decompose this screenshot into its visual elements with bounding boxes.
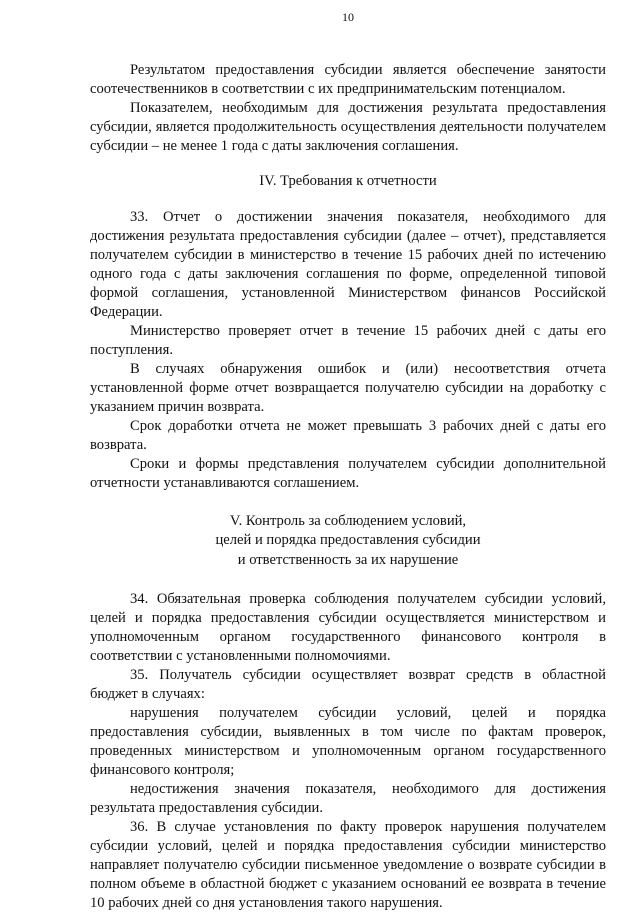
violation-case-paragraph: нарушения получателем субсидии условий, целей и порядка предоставления субсидии, выявленных в том числе по фактам проверок, проведенных министерством и уполномоченным органом государственного финансового контроля; [90, 705, 606, 778]
section-5-title-line-1: V. Контроль за соблюдением условий, [229, 512, 467, 529]
additional-reporting-paragraph: Сроки и формы представления получателем субсидии дополнительной отчетности устанавливаются соглашением. [90, 455, 606, 491]
spacer [90, 570, 606, 590]
clause-36-paragraph: 36. В случае установления по факту проверок нарушения получателем субсидии условий, целей и порядка предоставления субсидии министерство направляет получателю субсидии письменное уведомление о возврате субсидии в полном объеме в областной бюджет с указанием оснований ее возврата в течение 10 рабочих дней со дня установления такого нарушения. [90, 819, 606, 911]
section-5-title-line-3: и ответственность за их нарушение [237, 551, 459, 568]
revision-term-paragraph: Срок доработки отчета не может превышать 3 рабочих дней с даты его возврата. [90, 417, 606, 453]
non-achievement-case-paragraph: недостижения значения показателя, необходимого для достижения результата предоставления субсидии. [90, 781, 606, 816]
clause-35-paragraph: 35. Получатель субсидии осуществляет возврат средств в областной бюджет в случаях: [90, 667, 606, 702]
section-5-title [90, 512, 606, 571]
section-5-title-line-2: целей и порядка предоставления субсидии [215, 532, 481, 548]
clause-34-paragraph: 34. Обязательная проверка соблюдения получателем субсидии условий, целей и порядка предоставления субсидии осуществляется министерством и уполномоченным органом государственного финансового контроля в соответствии с установленными полномочиями. [90, 591, 606, 664]
ministry-check-paragraph: Министерство проверяет отчет в течение 15 рабочих дней с даты его поступления. [90, 322, 606, 358]
clause-33-paragraph: 33. Отчет о достижении значения показателя, необходимого для достижения результата предоставления субсидии (далее – отчет), представляется получателем субсидии в министерство в течение 15 рабочих дней по истечению одного года с даты заключения соглашения по форме, определенной типовой формой соглашения, установленной Министерством финансов Российской Федерации. [90, 208, 606, 320]
intro-paragraph-result: Результатом предоставления субсидии является обеспечение занятости соотечественников в соответствии с их предпринимательским потенциалом. [90, 62, 606, 97]
spacer [90, 192, 606, 208]
intro-paragraph-indicator: Показателем, необходимым для достижения результата предоставления субсидии, является продолжительность осуществления деятельности получателем субсидии – не менее 1 года с даты заключения соглашения. [90, 100, 606, 154]
page-number: 10 [342, 10, 354, 24]
section-4-title: IV. Требования к отчетности [259, 173, 437, 189]
spacer [90, 156, 606, 172]
errors-return-paragraph: В случаях обнаружения ошибок и (или) несоответствия отчета установленной форме отчет возвращается получателю субсидии на доработку с указанием причин возврата. [90, 360, 606, 415]
document-page [90, 10, 606, 913]
spacer [90, 493, 606, 512]
